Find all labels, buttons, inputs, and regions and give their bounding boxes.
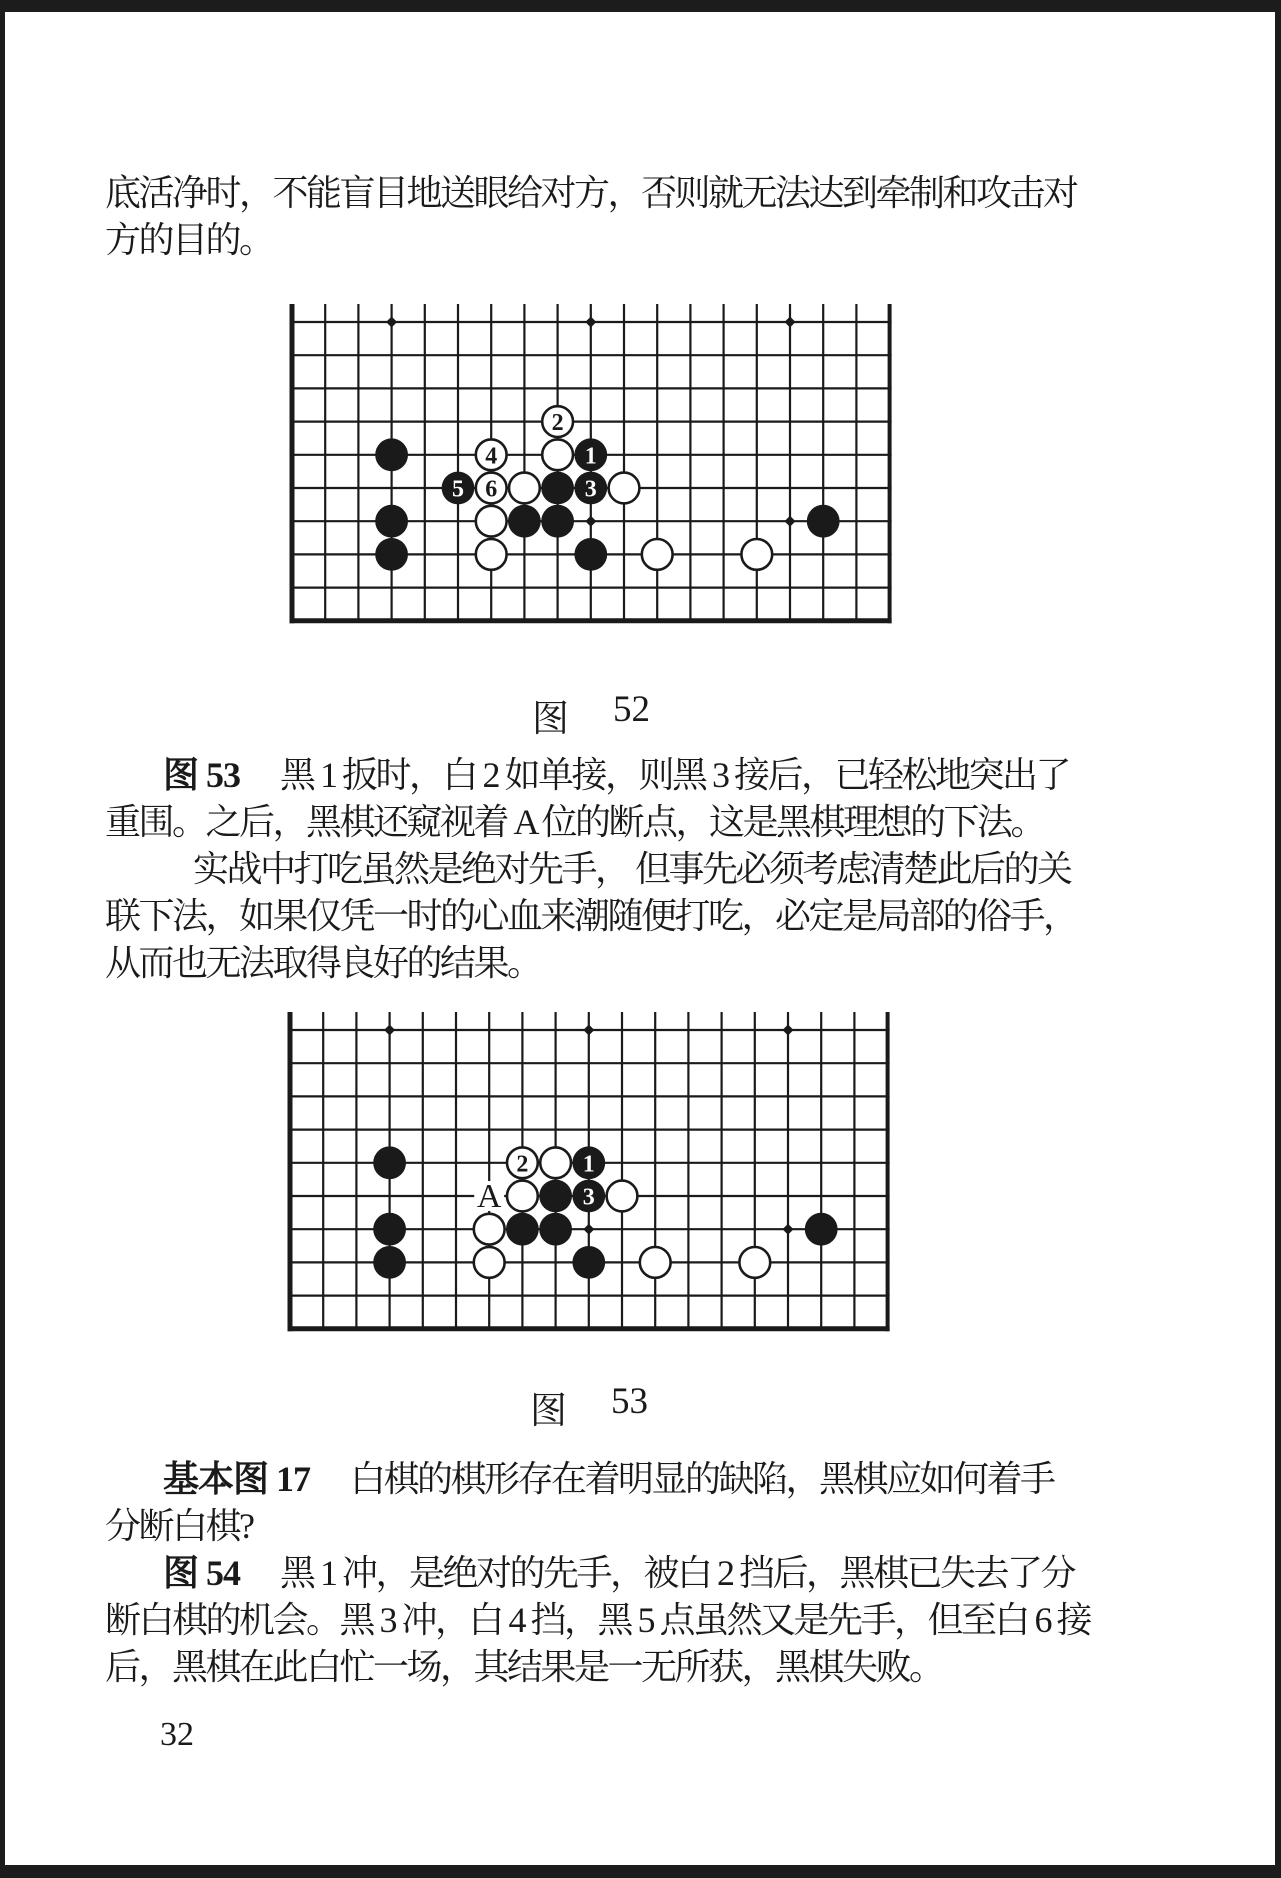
white-stone: [607, 1181, 638, 1212]
star-point: [785, 317, 796, 328]
figure-caption-number: 52: [613, 689, 650, 730]
black-stone: [506, 1213, 539, 1246]
figure-caption-number: 53: [611, 1381, 648, 1422]
white-stone: [640, 1247, 671, 1278]
fig54-commentary-line-2: 断白棋的机会。黑 3 冲，白 4 挡，黑 5 点虽然又是先手，但至白 6 接: [105, 1600, 1091, 1640]
fig53-commentary-line-2: 重围。之后，黑棋还窥视着 A 位的断点，这是黑棋理想的下法。: [105, 802, 1045, 842]
star-point: [583, 1025, 594, 1036]
white-stone: [609, 473, 640, 504]
fig54-commentary-line-3: 后，黑棋在此白忙一场，其结果是一无所获，黑棋失败。: [105, 1647, 943, 1687]
white-stone: [474, 1247, 505, 1278]
stone-number: 4: [485, 443, 498, 470]
fig53-line-1-text: 黑 1 扳时，白 2 如单接，则黑 3 接后，已轻松地突出了: [280, 755, 1070, 795]
white-stone: [476, 539, 507, 570]
star-point: [386, 317, 397, 328]
stone-number: 3: [582, 1184, 595, 1211]
page-number: 32: [160, 1716, 194, 1753]
black-stone: [541, 472, 574, 505]
intro-line-1: 底活净时，不能盲目地送眼给对方，否则就无法达到牵制和攻击对: [105, 173, 1077, 213]
white-stone: [739, 1247, 770, 1278]
white-stone: [540, 1147, 571, 1178]
white-stone: [542, 439, 573, 470]
fig53-commentary-line-4: 联下法，如果仅凭一时的心血来潮随便打吃，必定是局部的俗手，: [105, 896, 1077, 936]
star-point: [783, 1025, 794, 1036]
black-stone: [373, 1213, 406, 1246]
star-point: [585, 516, 596, 527]
star-point: [783, 1224, 794, 1235]
black-stone: [375, 438, 408, 471]
black-stone: [807, 505, 840, 538]
white-stone: [642, 539, 673, 570]
stone-number: 2: [551, 410, 564, 437]
black-stone: [805, 1213, 838, 1246]
black-stone: [375, 505, 408, 538]
fig53-commentary-line-5: 从而也无法取得良好的结果。: [105, 943, 541, 983]
stone-number: 1: [582, 1151, 595, 1178]
black-stone: [539, 1213, 572, 1246]
figure-52-caption: [273, 688, 909, 742]
stone-number: 1: [584, 443, 597, 470]
fig53-commentary-line-1: [163, 752, 1069, 798]
white-stone: [474, 1214, 505, 1245]
white-stone: [509, 473, 540, 504]
white-stone: [507, 1181, 538, 1212]
star-point: [785, 516, 796, 527]
fig54-line-1-text: 黑 1 冲，是绝对的先手，被白 2 挡后，黑棋已失去了分: [280, 1553, 1075, 1593]
stone-number: 6: [485, 476, 498, 503]
figure-caption-label: 图: [532, 699, 569, 740]
figure-53-caption: [271, 1380, 907, 1434]
black-stone: [574, 538, 607, 571]
stone-number: 2: [516, 1151, 529, 1178]
basic17-line-1: [163, 1456, 1054, 1502]
basic17-paragraph-lead: 基本图 17: [163, 1459, 311, 1499]
intro-line-2: 方的目的。: [105, 220, 273, 260]
black-stone: [541, 505, 574, 538]
white-stone: [476, 506, 507, 537]
fig54-paragraph-lead: 图 54: [163, 1553, 241, 1593]
go-board-figure-53: [271, 1004, 907, 1339]
figure-caption-label: 图: [530, 1391, 567, 1432]
black-stone: [508, 505, 541, 538]
star-point: [384, 1025, 395, 1036]
fig54-commentary-line-1: [163, 1550, 1074, 1596]
stone-number: 3: [584, 476, 597, 503]
star-point: [585, 317, 596, 328]
basic17-line-2: 分断白棋?: [105, 1506, 253, 1546]
point-label: A: [476, 1178, 502, 1215]
fig53-paragraph-lead: 图 53: [163, 755, 241, 795]
black-stone: [373, 1146, 406, 1179]
star-point: [583, 1224, 594, 1235]
black-stone: [572, 1246, 605, 1279]
black-stone: [375, 538, 408, 571]
go-board-figure-52: [273, 296, 909, 631]
white-stone: [741, 539, 772, 570]
basic17-line-1-text: 白棋的棋形存在着明显的缺陷，黑棋应如何着手: [350, 1459, 1054, 1499]
stone-number: 5: [452, 476, 464, 503]
fig53-commentary-line-3: 实战中打吃虽然是绝对先手， 但事先必须考虑清楚此后的关: [193, 849, 1071, 889]
black-stone: [539, 1180, 572, 1213]
black-stone: [373, 1246, 406, 1279]
